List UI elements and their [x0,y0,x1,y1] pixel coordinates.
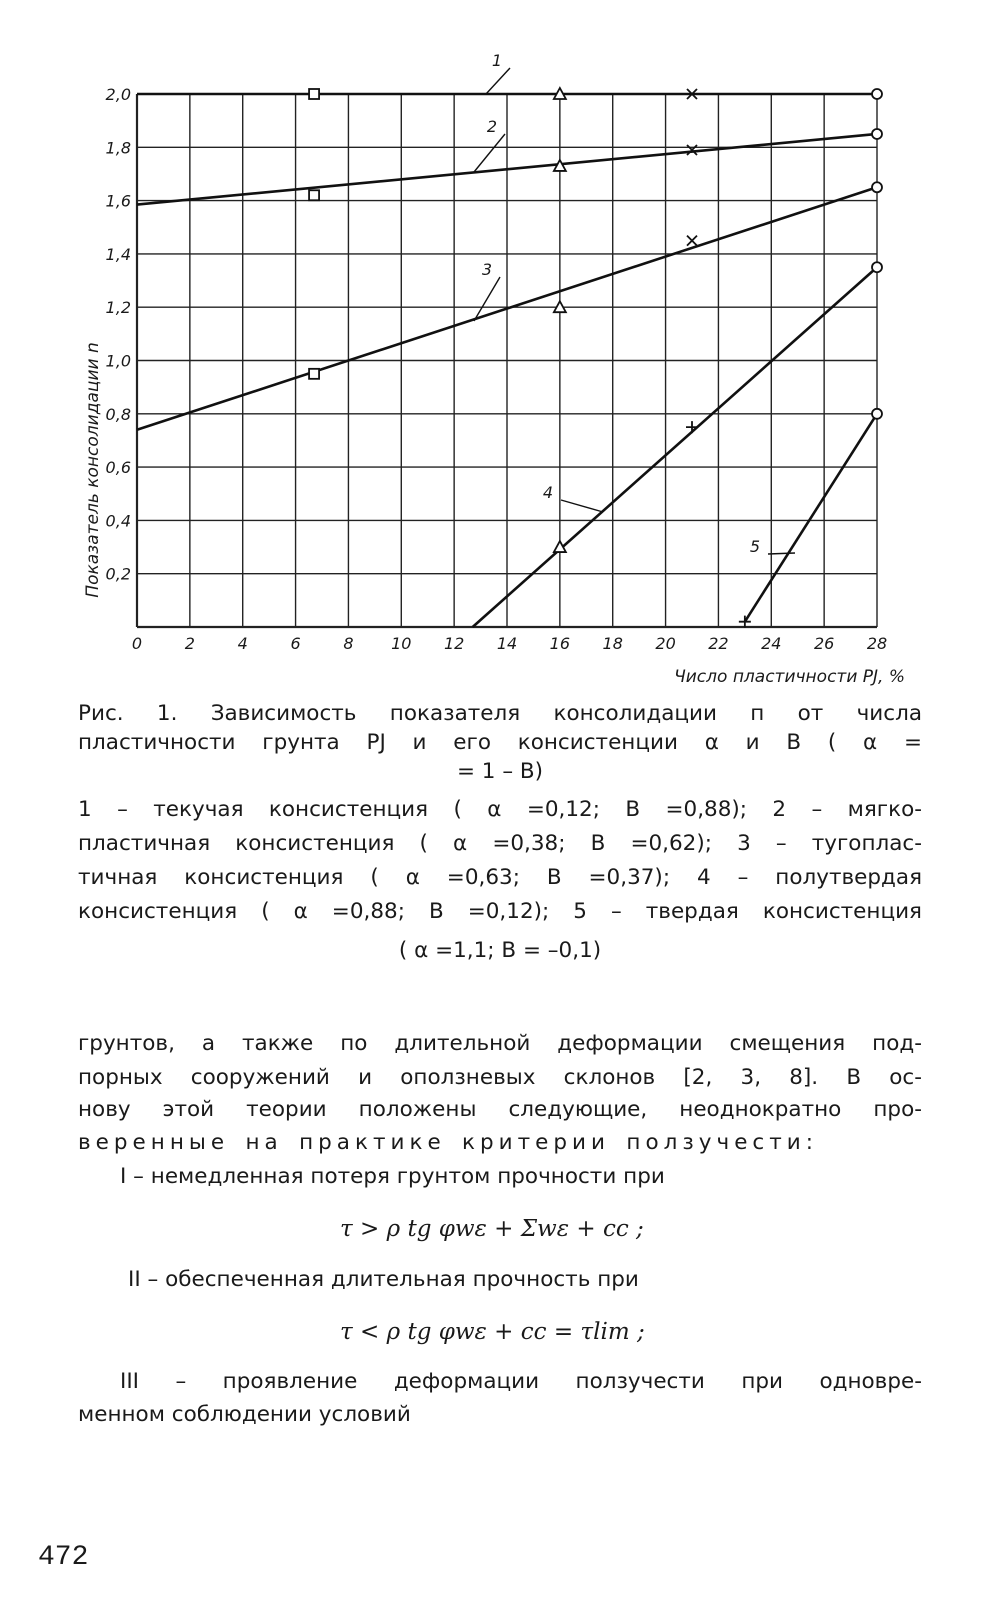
chart-grid [137,94,877,627]
series-label: 1 [491,51,502,70]
figure-caption-line-1: Рис. 1. Зависимость показателя консолидации п от числа [78,701,922,726]
x-tick-label: 16 [549,634,571,653]
series-label: 4 [542,483,553,502]
formula-2: τ < ρ tg φwε + cc = τlim ; [340,1319,645,1345]
x-tick-label: 8 [343,634,354,653]
data-point-square [309,369,319,379]
page-number: 472 [38,1542,89,1573]
series-line-5 [745,414,877,622]
figure-caption-line-2: пластичности грунта РЈ и его консистенции α и В ( α = [78,730,922,755]
x-tick-label: 20 [655,634,676,653]
criterion-3: III – проявление деформации ползучести при одновре- [120,1369,922,1394]
x-tick-label: 6 [290,634,301,653]
series-callout-leader [768,553,795,554]
x-tick-label: 4 [237,634,248,653]
legend-line-5: ( α =1,1; В = –0,1) [398,938,602,963]
y-tick-label: 0,2 [105,564,131,584]
body-line-3: нову этой теории положены следующие, неоднократно про- [78,1097,922,1122]
series-callout-leader [474,134,505,172]
body-line-2: порных сооружений и оползневых склонов [2, 3, 8]. В ос- [78,1065,922,1090]
series-label: 5 [749,537,760,556]
y-tick-label: 0,8 [105,404,131,424]
data-point-square [309,190,319,200]
y-tick-label: 2,0 [105,85,131,104]
x-tick-label: 28 [866,634,888,653]
x-tick-label: 0 [131,634,143,653]
body-line-4: веренные на практике критерии ползучести: [78,1130,818,1155]
x-tick-label: 18 [602,634,623,653]
data-point-circle [872,89,882,99]
x-tick-label: 10 [391,634,412,653]
data-point-circle [872,409,882,419]
y-tick-label: 1,0 [105,351,131,371]
data-point-cross [687,145,697,155]
legend-line-3: тичная консистенция ( α =0,63; В =0,37); 4 – полутвердая [78,865,922,890]
legend-line-1: 1 – текучая консистенция ( α =0,12; В =0,88); 2 – мягко- [78,797,922,822]
data-point-circle [872,182,882,192]
legend-line-2: пластичная консистенция ( α =0,38; В =0,62); 3 – тугоплас- [78,831,922,856]
chart-series [137,51,882,628]
y-tick-label: 1,2 [105,298,131,318]
x-axis-label: Число пластичности РЈ, % [674,667,905,687]
consolidation-chart [0,0,983,700]
y-tick-label: 1,8 [105,138,131,158]
y-axis-label: Показатель консолидации n [83,342,103,598]
body-line-last: менном соблюдении условий [78,1402,411,1427]
criterion-1: I – немедленная потеря грунтом прочности при [120,1164,665,1189]
data-point-square [309,89,319,99]
criterion-2: II – обеспеченная длительная прочность при [128,1267,639,1292]
x-tick-label: 24 [761,634,782,653]
series-callout-leader [561,500,603,512]
x-tick-label: 14 [496,634,518,653]
series-callout-leader [486,68,510,94]
series-label: 3 [481,260,492,279]
y-tick-label: 1,4 [105,244,131,264]
data-point-cross [687,236,697,246]
data-point-circle [872,129,882,139]
x-tick-label: 2 [184,634,195,653]
y-tick-label: 0,6 [105,458,131,478]
x-tick-label: 22 [708,634,729,653]
series-2 [137,117,882,205]
y-tick-label: 0,4 [105,511,131,531]
legend-line-4: консистенция ( α =0,88; В =0,12); 5 – твердая консистенция [78,899,922,924]
figure-caption-line-3: = 1 – В) [456,759,544,784]
x-tick-label: 26 [813,634,835,653]
series-label: 2 [486,117,497,136]
series-1 [137,51,882,99]
body-line-1: грунтов, а также по длительной деформации смещения под- [78,1031,922,1056]
series-5 [739,409,882,628]
series-4 [473,262,882,627]
data-point-circle [872,262,882,272]
series-3 [137,182,882,430]
data-point-plus [686,421,698,433]
formula-1: τ > ρ tg φwε + Σwε + cc ; [340,1216,644,1242]
y-tick-label: 1,6 [105,191,131,211]
x-tick-label: 12 [443,634,465,653]
